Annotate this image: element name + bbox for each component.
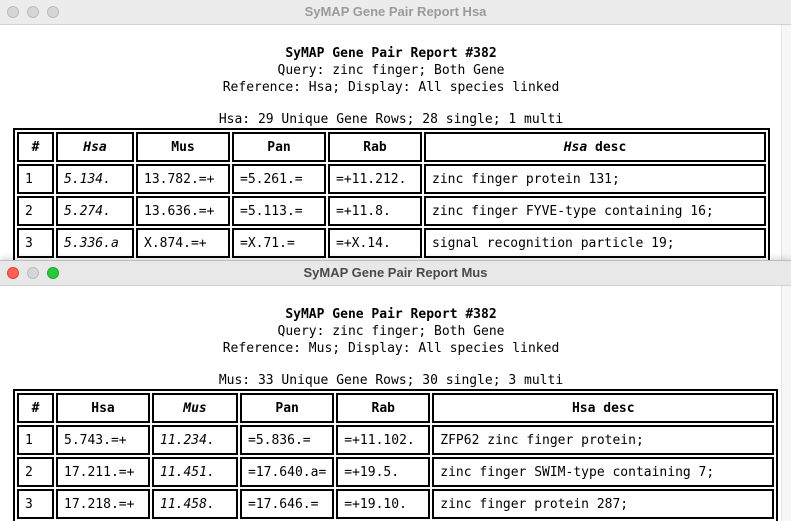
- cell-desc: zinc finger SWIM-type containing 7;: [432, 457, 774, 487]
- gene-pair-table: [13, 389, 778, 521]
- column-header-rab: Rab: [328, 132, 422, 162]
- column-header-number: #: [17, 393, 54, 423]
- report-heading: SyMAP Gene Pair Report #382: [285, 46, 497, 61]
- report-reference: Reference: Hsa; Display: All species linked: [222, 80, 560, 95]
- cell-hsa: 5.274.: [56, 196, 134, 226]
- window-title: SyMAP Gene Pair Report Mus: [303, 265, 488, 280]
- report-heading: SyMAP Gene Pair Report #382: [285, 307, 497, 322]
- cell-number: 1: [17, 164, 54, 194]
- cell-desc: zinc finger protein 131;: [424, 164, 766, 194]
- hsa-window-titlebar[interactable]: [0, 0, 791, 25]
- cell-rab: =+11.102.: [336, 425, 430, 455]
- cell-pan: =X.71.=: [232, 228, 326, 258]
- report-query: Query: zinc finger; Both Gene: [277, 63, 505, 78]
- column-header-rab: Rab: [336, 393, 430, 423]
- cell-rab: =+19.5.: [336, 457, 430, 487]
- cell-hsa: 17.218.=+: [56, 489, 150, 519]
- column-header-pan: Pan: [240, 393, 334, 423]
- column-header-hsa: Hsa: [56, 132, 134, 162]
- column-header-hsa: Hsa: [56, 393, 150, 423]
- cell-mus: 13.782.=+: [136, 164, 230, 194]
- column-header-number: #: [17, 132, 54, 162]
- table-header-row: [17, 393, 774, 423]
- cell-number: 3: [17, 228, 54, 258]
- scrollbar[interactable]: [781, 286, 791, 521]
- cell-desc: ZFP62 zinc finger protein;: [432, 425, 774, 455]
- column-header-mus: Mus: [152, 393, 238, 423]
- report-reference: Reference: Mus; Display: All species linked: [222, 341, 560, 356]
- cell-hsa: 5.336.a: [56, 228, 134, 258]
- gene-pair-table: [13, 128, 770, 261]
- report-summary: Hsa: 29 Unique Gene Rows; 28 single; 1 multi: [218, 112, 564, 127]
- cell-hsa: 17.211.=+: [56, 457, 150, 487]
- column-header-desc: Hsa desc: [424, 132, 766, 162]
- table-row[interactable]: [17, 196, 766, 226]
- column-header-pan: Pan: [232, 132, 326, 162]
- cell-pan: =5.113.=: [232, 196, 326, 226]
- cell-hsa: 5.743.=+: [56, 425, 150, 455]
- table-row[interactable]: [17, 164, 766, 194]
- hsa-report-content: [0, 25, 782, 261]
- column-header-desc: Hsa desc: [432, 393, 774, 423]
- cell-desc: signal recognition particle 19;: [424, 228, 766, 258]
- table-row[interactable]: [17, 425, 774, 455]
- mus-window-titlebar[interactable]: [0, 261, 791, 286]
- cell-rab: =+11.8.: [328, 196, 422, 226]
- table-row[interactable]: [17, 457, 774, 487]
- cell-number: 2: [17, 457, 54, 487]
- cell-desc: zinc finger protein 287;: [432, 489, 774, 519]
- cell-hsa: 5.134.: [56, 164, 134, 194]
- mus-report-content: [0, 286, 782, 521]
- report-query: Query: zinc finger; Both Gene: [277, 324, 505, 339]
- cell-mus: 11.458.: [152, 489, 238, 519]
- report-summary: Mus: 33 Unique Gene Rows; 30 single; 3 multi: [218, 373, 564, 388]
- mus-report-window: [0, 260, 791, 521]
- cell-mus: 11.451.: [152, 457, 238, 487]
- cell-number: 2: [17, 196, 54, 226]
- column-header-mus: Mus: [136, 132, 230, 162]
- cell-mus: X.874.=+: [136, 228, 230, 258]
- window-title: SyMAP Gene Pair Report Hsa: [304, 4, 487, 19]
- table-header-row: [17, 132, 766, 162]
- table-row[interactable]: [17, 228, 766, 258]
- desc-species-label: Hsa: [563, 139, 588, 155]
- cell-desc: zinc finger FYVE-type containing 16;: [424, 196, 766, 226]
- cell-rab: =+11.212.: [328, 164, 422, 194]
- cell-pan: =5.836.=: [240, 425, 334, 455]
- cell-mus: 11.234.: [152, 425, 238, 455]
- cell-pan: =5.261.=: [232, 164, 326, 194]
- scrollbar[interactable]: [781, 25, 791, 261]
- table-row[interactable]: [17, 489, 774, 519]
- cell-pan: =17.640.a=: [240, 457, 334, 487]
- cell-number: 1: [17, 425, 54, 455]
- cell-rab: =+X.14.: [328, 228, 422, 258]
- cell-pan: =17.646.=: [240, 489, 334, 519]
- cell-number: 3: [17, 489, 54, 519]
- cell-mus: 13.636.=+: [136, 196, 230, 226]
- cell-rab: =+19.10.: [336, 489, 430, 519]
